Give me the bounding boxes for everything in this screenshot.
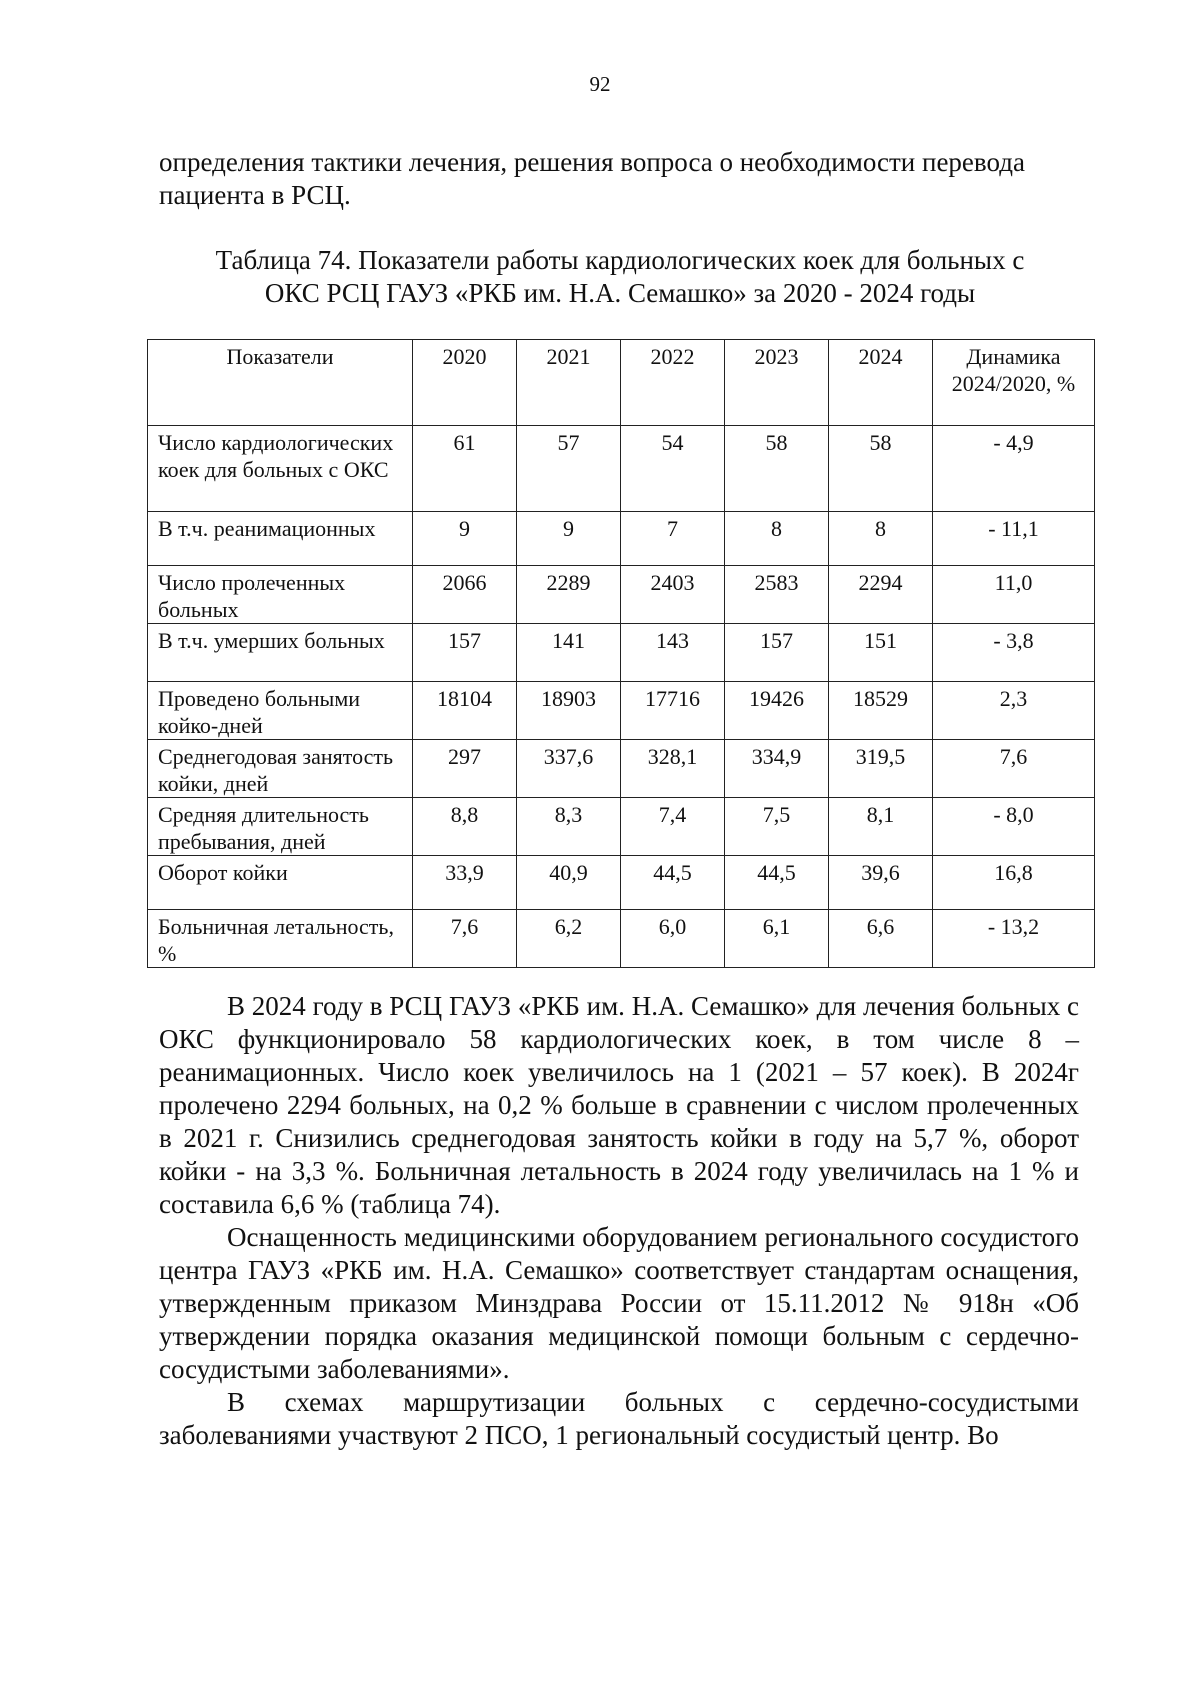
cell-dynamics: 11,0: [933, 566, 1095, 624]
table-row: [148, 624, 1095, 682]
cell-value: 9: [413, 512, 517, 566]
table-row: [148, 512, 1095, 566]
page-number: 92: [589, 72, 611, 96]
cell-value: 7,5: [725, 798, 829, 856]
cell-value: 8: [829, 512, 933, 566]
row-label: Проведено больными койко-дней: [148, 682, 413, 740]
cell-value: 8,8: [413, 798, 517, 856]
cell-value: 2066: [413, 566, 517, 624]
cell-dynamics: - 3,8: [933, 624, 1095, 682]
cell-value: 8,3: [517, 798, 621, 856]
cell-value: 33,9: [413, 856, 517, 910]
cell-value: 61: [413, 426, 517, 512]
caption-line-1: Таблица 74. Показатели работы кардиологических коек для больных с: [215, 245, 1025, 275]
cell-value: 2289: [517, 566, 621, 624]
cell-value: 19426: [725, 682, 829, 740]
cell-dynamics: - 8,0: [933, 798, 1095, 856]
cell-value: 157: [725, 624, 829, 682]
cell-value: 319,5: [829, 740, 933, 798]
cell-value: 57: [517, 426, 621, 512]
cell-value: 6,1: [725, 910, 829, 968]
table-row: [148, 682, 1095, 740]
cell-value: 8: [725, 512, 829, 566]
row-label: Больничная летальность, %: [148, 910, 413, 968]
cell-value: 334,9: [725, 740, 829, 798]
cell-value: 7,6: [413, 910, 517, 968]
header-dynamics: Динамика 2024/2020, %: [933, 340, 1095, 426]
row-label: Оборот койки: [148, 856, 413, 910]
cell-value: 58: [829, 426, 933, 512]
caption-line-2: ОКС РСЦ ГАУЗ «РКБ им. Н.А. Семашко» за 2020 - 2024 годы: [264, 278, 976, 308]
cell-value: 44,5: [621, 856, 725, 910]
cell-value: 6,6: [829, 910, 933, 968]
indicators-table: [147, 339, 1095, 968]
cell-dynamics: 2,3: [933, 682, 1095, 740]
header-2021: 2021: [517, 340, 621, 426]
table-row: [148, 426, 1095, 512]
paragraph-equipment: Оснащенность медицинскими оборудованием регионального сосудистого центра ГАУЗ «РКБ им. Н.А. Семашко» соответствует стандартам оснащения, утвержденным приказом Минздрава России от 15.11.2012 № 918н «Об утверждении порядка оказания медицинской помощи больным с сердечно-сосудистыми заболеваниями».: [159, 1222, 1079, 1384]
cell-value: 39,6: [829, 856, 933, 910]
header-2023: 2023: [725, 340, 829, 426]
cell-value: 54: [621, 426, 725, 512]
cell-value: 18529: [829, 682, 933, 740]
table-header-row: [148, 340, 1095, 426]
cell-dynamics: - 11,1: [933, 512, 1095, 566]
row-label: Среднегодовая занятость койки, дней: [148, 740, 413, 798]
table-row: [148, 798, 1095, 856]
cell-value: 6,2: [517, 910, 621, 968]
table-row: [148, 566, 1095, 624]
cell-dynamics: - 13,2: [933, 910, 1095, 968]
table-caption: [150, 244, 1090, 310]
intro-paragraph: определения тактики лечения, решения вопроса о необходимости перевода пациента в РСЦ.: [159, 147, 1025, 210]
row-label: Число пролеченных больных: [148, 566, 413, 624]
cell-value: 9: [517, 512, 621, 566]
cell-value: 18903: [517, 682, 621, 740]
cell-value: 18104: [413, 682, 517, 740]
cell-value: 17716: [621, 682, 725, 740]
cell-value: 337,6: [517, 740, 621, 798]
cell-dynamics: - 4,9: [933, 426, 1095, 512]
cell-value: 328,1: [621, 740, 725, 798]
cell-value: 2583: [725, 566, 829, 624]
paragraph-beds-summary: В 2024 году в РСЦ ГАУЗ «РКБ им. Н.А. Семашко» для лечения больных с ОКС функционировало 58 кардиологических коек, в том числе 8 – реанимационных. Число коек увеличилось на 1 (2021 – 57 коек). В 2024г пролечено 2294 больных, на 0,2 % больше в сравнении с числом пролеченных в 2021 г. Снизились среднегодовая занятость койки в году на 5,7 %, оборот койки - на 3,3 %. Больничная летальность в 2024 году увеличилась на 1 % и составила 6,6 % (таблица 74).: [159, 991, 1079, 1219]
row-label: Средняя длительность пребывания, дней: [148, 798, 413, 856]
cell-value: 2403: [621, 566, 725, 624]
row-label: В т.ч. умерших больных: [148, 624, 413, 682]
table-row: [148, 740, 1095, 798]
cell-dynamics: 16,8: [933, 856, 1095, 910]
row-label: В т.ч. реанимационных: [148, 512, 413, 566]
header-2020: 2020: [413, 340, 517, 426]
cell-value: 6,0: [621, 910, 725, 968]
header-2022: 2022: [621, 340, 725, 426]
cell-dynamics: 7,6: [933, 740, 1095, 798]
cell-value: 2294: [829, 566, 933, 624]
row-label: Число кардиологических коек для больных с ОКС: [148, 426, 413, 512]
paragraph-routing: В схемах маршрутизации больных с сердечно-сосудистыми заболеваниями участвуют 2 ПСО, 1 региональный сосудистый центр. Во: [159, 1387, 1079, 1450]
cell-value: 8,1: [829, 798, 933, 856]
body-text: [159, 990, 1079, 1452]
cell-value: 157: [413, 624, 517, 682]
cell-value: 141: [517, 624, 621, 682]
cell-value: 151: [829, 624, 933, 682]
cell-value: 143: [621, 624, 725, 682]
cell-value: 297: [413, 740, 517, 798]
cell-value: 44,5: [725, 856, 829, 910]
table-row: [148, 856, 1095, 910]
cell-value: 7,4: [621, 798, 725, 856]
cell-value: 40,9: [517, 856, 621, 910]
header-2024: 2024: [829, 340, 933, 426]
cell-value: 58: [725, 426, 829, 512]
header-indicators: Показатели: [148, 340, 413, 426]
table-row: [148, 910, 1095, 968]
cell-value: 7: [621, 512, 725, 566]
